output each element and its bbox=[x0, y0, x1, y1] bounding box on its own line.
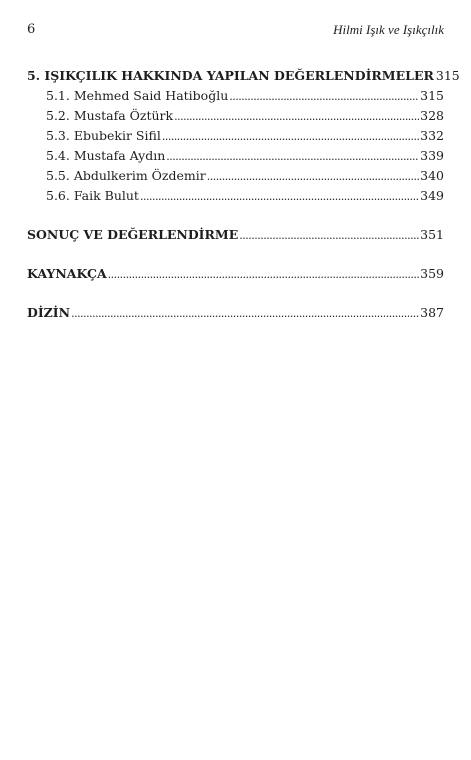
leader-dots bbox=[71, 304, 419, 323]
toc-entry-page: 359 bbox=[420, 266, 444, 281]
leader-dots bbox=[162, 127, 419, 146]
leader-dots bbox=[140, 187, 419, 206]
toc-entry-page: 351 bbox=[420, 227, 444, 242]
toc-entry-sonuc[interactable] bbox=[27, 225, 444, 245]
toc-entry-5-4[interactable] bbox=[27, 146, 444, 166]
toc-entry-label: 5.6. Faik Bulut bbox=[46, 188, 139, 203]
toc-entry-label: KAYNAKÇA bbox=[27, 266, 107, 281]
toc-entry-label: 5.4. Mustafa Aydın bbox=[46, 148, 166, 163]
toc-entry-kaynakca[interactable] bbox=[27, 264, 444, 284]
toc-entry-5-2[interactable] bbox=[27, 106, 444, 126]
toc-entry-page: 349 bbox=[420, 188, 444, 203]
toc-entry-label: DİZİN bbox=[27, 305, 71, 320]
toc-entry-label: 5.5. Abdulkerim Özdemir bbox=[46, 168, 206, 183]
toc-entry-page: 328 bbox=[420, 108, 444, 123]
leader-dots bbox=[229, 87, 419, 106]
running-title: Hilmi Işık ve Işıkçılık bbox=[333, 22, 444, 37]
toc-entry-page: 315 bbox=[435, 68, 460, 83]
page-header bbox=[27, 22, 444, 42]
toc-entry-5-3[interactable] bbox=[27, 126, 444, 146]
page-number: 6 bbox=[27, 22, 36, 37]
toc-entry-5-5[interactable] bbox=[27, 166, 444, 186]
toc-entry-chapter-5[interactable] bbox=[27, 66, 460, 86]
toc-entry-label: SONUÇ VE DEĞERLENDİRME bbox=[27, 227, 239, 242]
table-of-contents bbox=[27, 66, 460, 323]
leader-dots bbox=[174, 107, 419, 126]
toc-entry-5-6[interactable] bbox=[27, 186, 444, 206]
toc-entry-page: 340 bbox=[420, 168, 444, 183]
leader-dots bbox=[239, 226, 419, 245]
leader-dots bbox=[166, 147, 419, 166]
leader-dots bbox=[108, 265, 419, 284]
toc-entry-page: 387 bbox=[420, 305, 444, 320]
toc-entry-dizin[interactable] bbox=[27, 303, 444, 323]
toc-entry-label: 5.2. Mustafa Öztürk bbox=[46, 108, 174, 123]
toc-entry-label: 5. IŞIKÇILIK HAKKINDA YAPILAN DEĞERLENDİRMELER bbox=[27, 68, 434, 83]
toc-entry-label: 5.1. Mehmed Said Hatiboğlu bbox=[46, 88, 229, 103]
toc-entry-5-1[interactable] bbox=[27, 86, 444, 106]
toc-entry-label: 5.3. Ebubekir Sifil bbox=[46, 128, 161, 143]
leader-dots bbox=[207, 167, 419, 186]
toc-entry-page: 315 bbox=[420, 88, 444, 103]
toc-entry-page: 332 bbox=[420, 128, 444, 143]
toc-entry-page: 339 bbox=[420, 148, 444, 163]
